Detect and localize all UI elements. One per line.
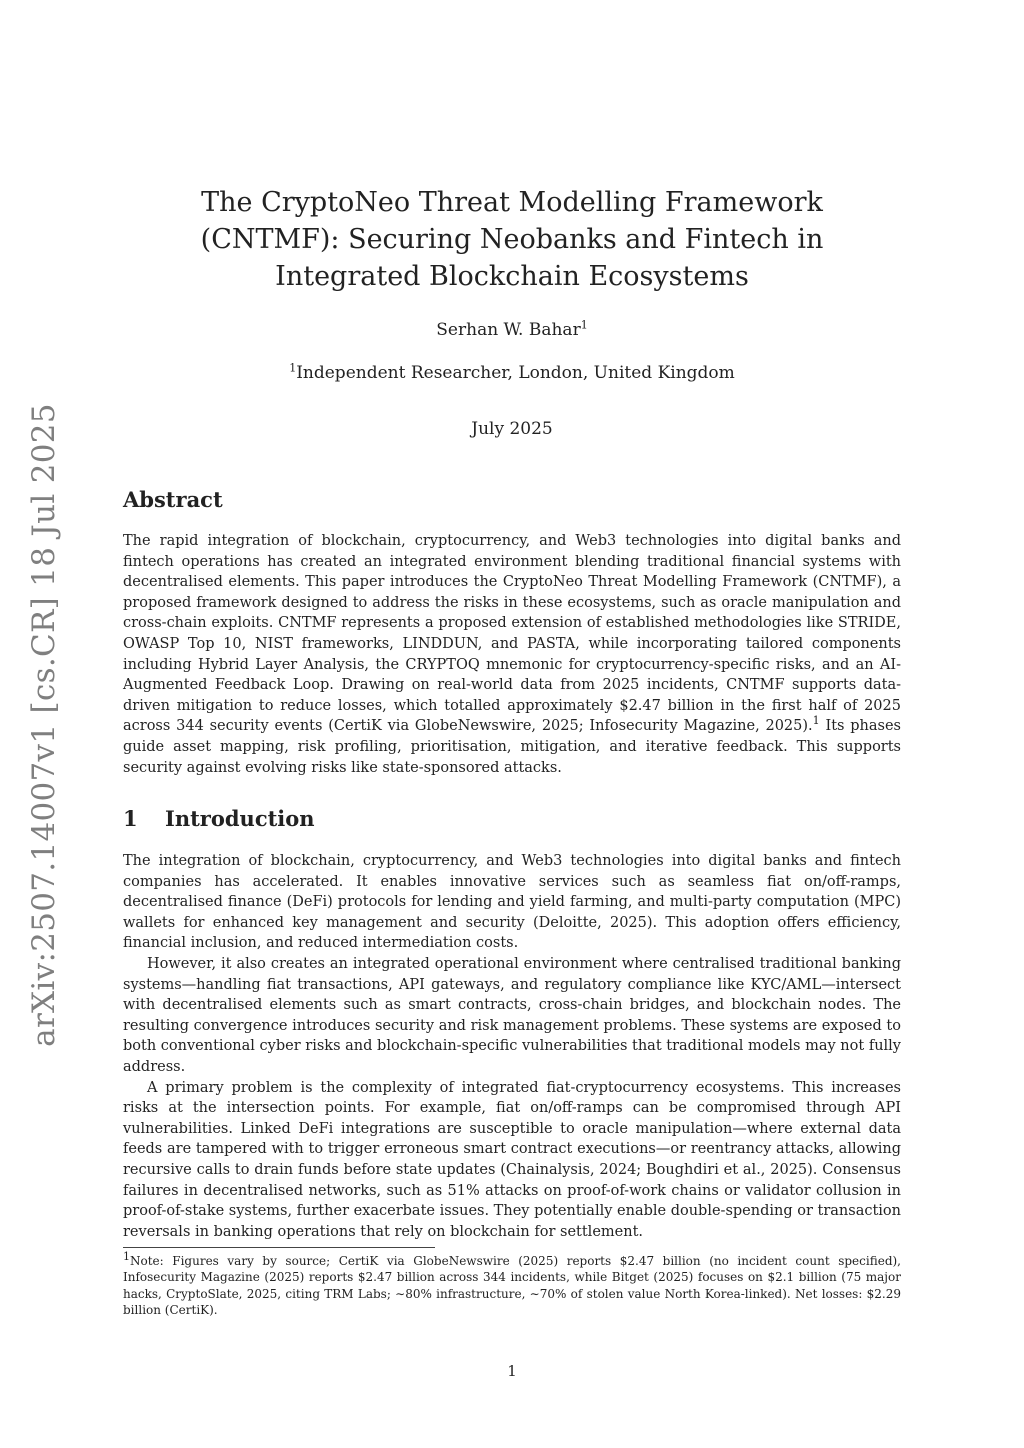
arxiv-id-text: arXiv:2507.14007v1 [cs.CR] 18 Jul 2025 [26,402,62,1047]
abstract-section [123,487,901,778]
intro-paragraph-2: However, it also creates an integrated operational environment where centralised traditional banking systems—handling fiat transactions, API gateways, and regulatory compliance like KYC/AML—intersect with decentralised elements such as smart contracts, cross-chain bridges, and blockchain nodes. The resulting convergence introduces security and risk management problems. These systems are exposed to both conventional cyber risks and blockchain-specific vulnerabilities that traditional models may not fully address. [123,955,901,1075]
affiliation-mark: 1 [289,361,297,375]
introduction-section [123,806,901,1242]
arxiv-sidebar-stamp [8,402,80,1047]
author-name: Serhan W. Bahar [436,320,581,340]
author-line [0,320,1024,340]
affiliation-line [0,363,1024,383]
author-affiliation-mark: 1 [580,318,588,332]
abstract-body: The rapid integration of blockchain, cryptocurrency, and Web3 technologies into digital banks and fintech operations has created an integrated environment blending traditional financial systems with decentralised elements. This paper introduces the CryptoNeo Threat Modelling Framework (CNTMF), a proposed framework designed to address the risks in these ecosystems, such as oracle manipulation and cross-chain exploits. CNTMF represents a proposed extension of established methodologies like STRIDE, OWASP Top 10, NIST frameworks, LINDDUN, and PASTA, while incorporating tailored components including Hybrid Layer Analysis, the CRYPTOQ mnemonic for cryptocurrency-specific risks, and an AI-Augmented Feedback Loop. Drawing on real-world data from 2025 incidents, CNTMF supports data-driven mitigation to reduce losses, which totalled approximately $2.47 billion in the first half of 2025 across 344 security events (CertiK via GlobeNewswire, 2025; Infosecurity Magazine, 2025). [123,533,901,735]
abstract-footnote-mark: 1 [812,714,820,728]
abstract-body-continued: Its phases guide asset mapping, risk profiling, prioritisation, mitigation, and iterative feedback. This supports security against evolving risks like state-sponsored attacks. [123,718,902,776]
abstract-heading: Abstract [123,487,223,512]
paper-date: July 2025 [471,419,553,439]
page-number: 1 [507,1362,517,1380]
affiliation-text: Independent Researcher, London, United Kingdom [296,363,735,383]
footnote [123,1250,901,1319]
introduction-heading [123,806,901,831]
intro-paragraph-1: The integration of blockchain, cryptocurrency, and Web3 technologies into digital banks and fintech companies has accelerated. It enables innovative services such as seamless fiat on/off-ramps, decentralised finance (DeFi) protocols for lending and yield farming, and multi-party computation (MPC) wallets for enhanced key management and security (Deloitte, 2025). This adoption offers efficiency, financial inclusion, and reduced intermediation costs. [123,853,901,952]
abstract-text [123,531,901,778]
footnote-mark: 1 [123,1250,130,1263]
footnote-divider [123,1247,435,1248]
footnote-text: Note: Figures vary by source; CertiK via GlobeNewswire (2025) reports $2.47 billion (no incident count specified), Infosecurity Magazine (2025) reports $2.47 billion across 344 incidents, while Bitget (2025) focuses on $2.1 billion (75 major hacks, CryptoSlate, 2025, citing TRM Labs; ∼80% infrastructure, ∼70% of stolen value North Korea-linked). Net losses: $2.29 billion (CertiK). [123,1254,901,1318]
paper-title: The CryptoNeo Threat Modelling Framework (CNTMF): Securing Neobanks and Fintech in Integrated Blockchain Ecosystems [200,187,824,292]
section-title: Introduction [165,806,315,831]
section-number: 1 [123,806,138,831]
intro-paragraph-3: A primary problem is the complexity of integrated fiat-cryptocurrency ecosystems. This increases risks at the intersection points. For example, fiat on/off-ramps can be compromised through API vulnerabilities. Linked DeFi integrations are susceptible to oracle manipulation—where external data feeds are tampered with to trigger erroneous smart contract executions—or reentrancy attacks, allowing recursive calls to drain funds before state updates (Chainalysis, 2024; Boughdiri et al., 2025). Consensus failures in decentralised networks, such as 51% attacks on proof-of-work chains or validator collusion in proof-of-stake systems, further exacerbate issues. They potentially enable double-spending or transaction reversals in banking operations that rely on blockchain for settlement. [123,1079,901,1240]
